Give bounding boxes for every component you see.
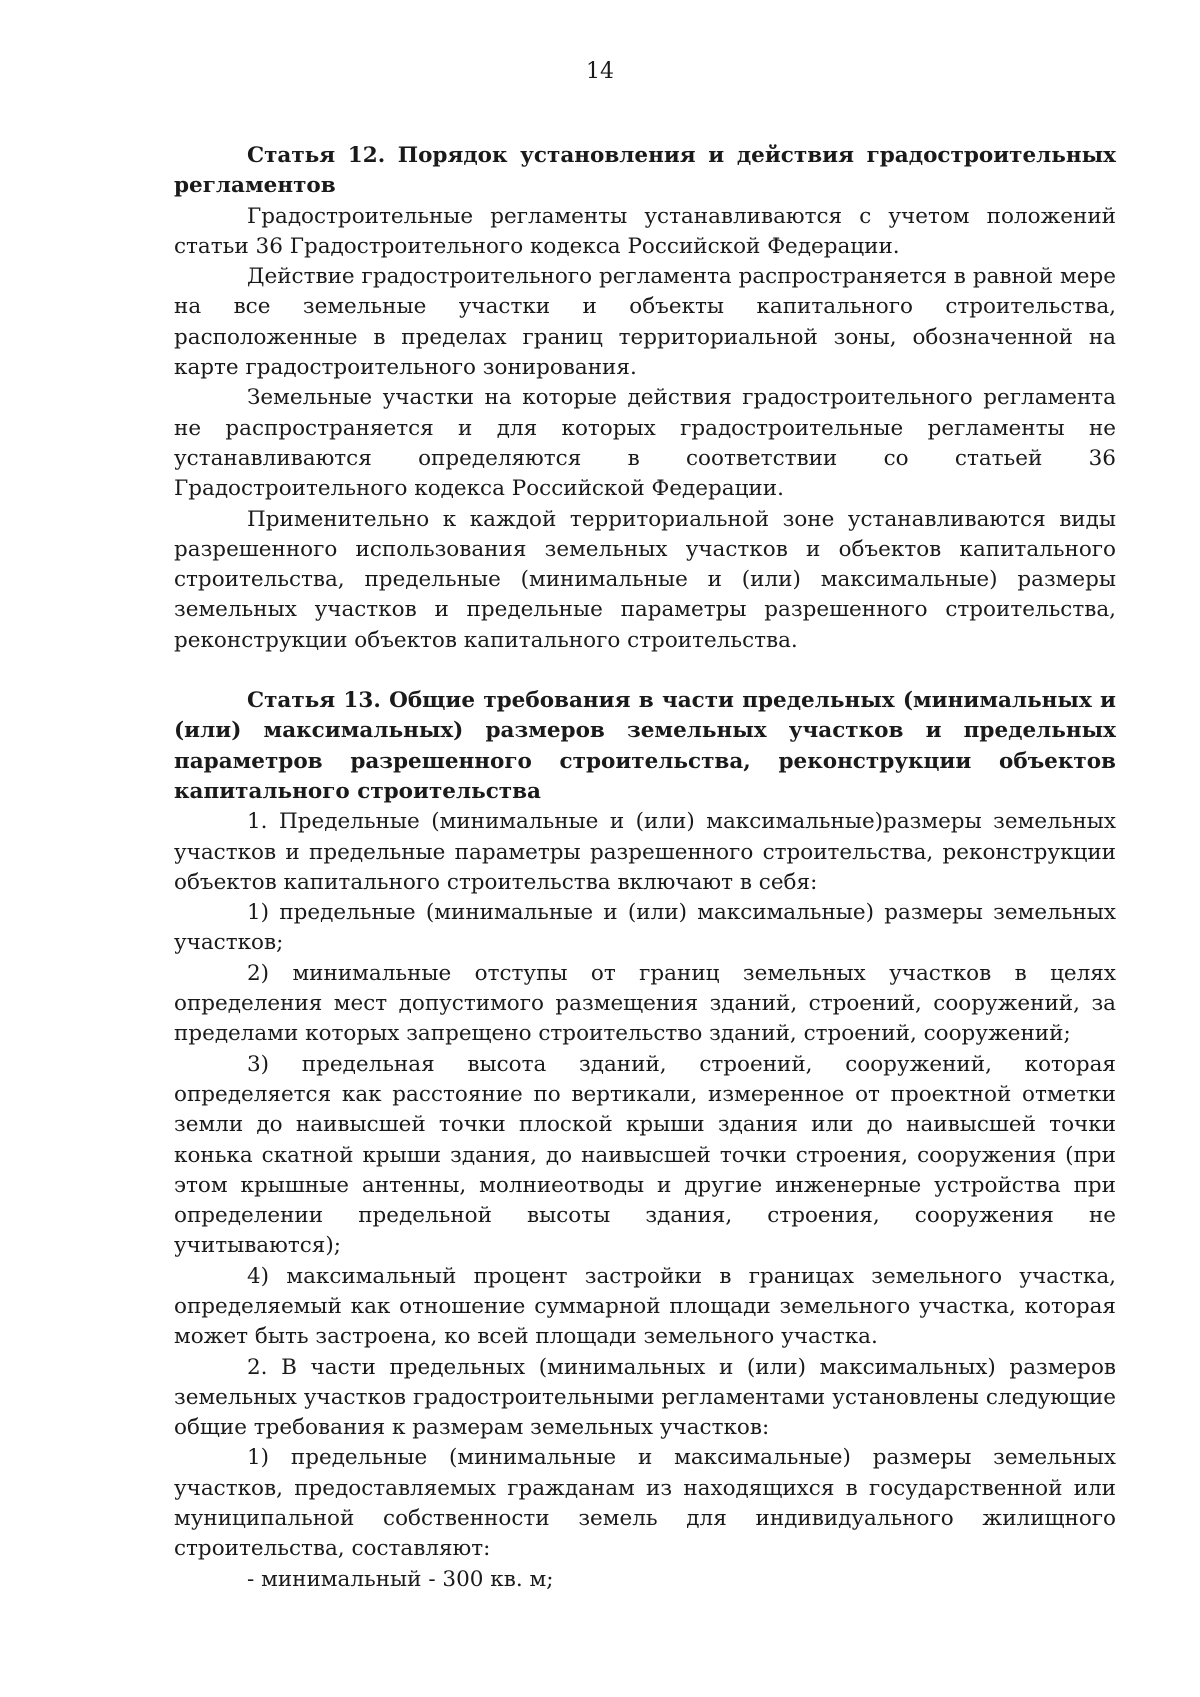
article-12-paragraph-1: Градостроительные регламенты устанавливаются с учетом положений статьи 36 Градостроительного кодекса Российской Федерации. [174, 203, 1116, 259]
article-12 [174, 141, 1116, 656]
article-13-list-item-4: 4) максимальный процент застройки в границах земельного участка, определяемый как отношение суммарной площади земельного участка, которая может быть застроена, ко всей площади земельного участка. [174, 1263, 1116, 1350]
article-13 [174, 686, 1116, 1595]
article-12-paragraph-3: Земельные участки на которые действия градостроительного регламента не распространяется и для которых градостроительные регламенты не устанавливаются определяются в соответствии со статьей 36 Градостроительного кодекса Российской Федерации. [174, 385, 1116, 502]
article-13-list-item-1: 1) предельные (минимальные и (или) максимальные) размеры земельных участков; [174, 900, 1116, 956]
article-13-heading: Статья 13. Общие требования в части предельных (минимальных и (или) максимальных) размеров земельных участков и предельных параметров разрешенного строительства, реконструкции объектов капитального строительства [174, 688, 1116, 804]
article-12-paragraph-4: Применительно к каждой территориальной зоне устанавливаются виды разрешенного использования земельных участков и объектов капитального строительства, предельные (минимальные и (или) максимальные) размеры земельных участков и предельные параметры разрешенного строительства, реконструкции объектов капитального строительства. [174, 506, 1116, 653]
article-12-heading: Статья 12. Порядок установления и действия градостроительных регламентов [174, 143, 1116, 199]
document-body [174, 141, 1116, 1595]
article-12-paragraph-2: Действие градостроительного регламента распространяется в равной мере на все земельные участки и объекты капитального строительства, расположенные в пределах границ территориальной зоны, обозначенной на карте градостроительного зонирования. [174, 264, 1116, 381]
article-13-paragraph-1: 1. Предельные (минимальные и (или) максимальные)размеры земельных участков и предельные параметры разрешенного строительства, реконструкции объектов капитального строительства включают в себя: [174, 809, 1116, 895]
article-13-subitem-1: 1) предельные (минимальные и максимальные) размеры земельных участков, предоставляемых гражданам из находящихся в государственной или муниципальной собственности земель для индивидуального жилищного строительства, составляют: [174, 1445, 1116, 1562]
article-13-list-item-3: 3) предельная высота зданий, строений, сооружений, которая определяется как расстояние по вертикали, измеренное от проектной отметки земли до наивысшей точки плоской крыши здания или до наивысшей точки конька скатной крыши здания, до наивысшей точки строения, сооружения (при этом крышные антенны, молниеотводы и другие инженерные устройства при определении предельной высоты здания, строения, сооружения не учитываются); [174, 1051, 1116, 1259]
article-13-list-item-2: 2) минимальные отступы от границ земельных участков в целях определения мест допустимого размещения зданий, строений, сооружений, за пределами которых запрещено строительство зданий, строений, сооружений; [174, 960, 1116, 1047]
page-number: 14 [586, 59, 614, 84]
section-spacer [174, 656, 1116, 686]
article-13-minimum-size: - минимальный - 300 кв. м; [247, 1566, 554, 1592]
article-13-paragraph-2: 2. В части предельных (минимальных и (или) максимальных) размеров земельных участков градостроительными регламентами установлены следующие общие требования к размерам земельных участков: [174, 1354, 1116, 1441]
